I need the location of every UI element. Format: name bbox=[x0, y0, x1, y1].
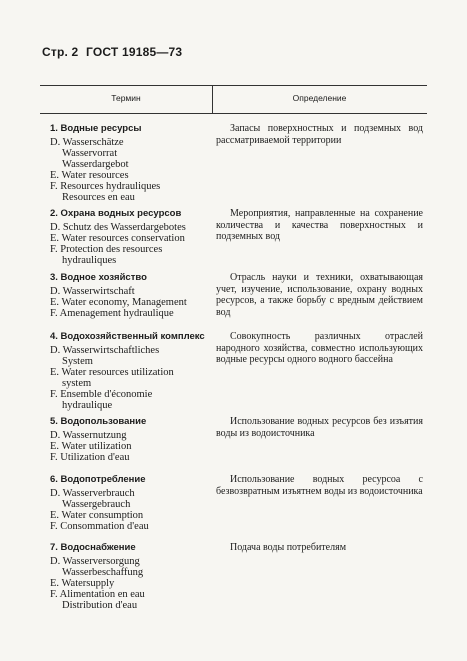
definition bbox=[216, 123, 423, 146]
page-header bbox=[42, 45, 182, 59]
term-line: hydrauliques bbox=[62, 255, 117, 266]
definition bbox=[216, 331, 423, 366]
term-title: 7. Водоснабжение bbox=[50, 542, 136, 553]
term-entry bbox=[50, 542, 210, 611]
term-line: F. Protection des resources bbox=[50, 244, 163, 255]
term-entry bbox=[50, 123, 210, 203]
term-line: D. Wasserschätze bbox=[50, 137, 124, 148]
term-line: E. Water utilization bbox=[50, 441, 132, 452]
table-top-rule bbox=[40, 85, 427, 86]
term-line: D. Wasserwirtschaftliches bbox=[50, 345, 160, 356]
definition-text: Запасы поверхностных и подземных вод рассматриваемой территории bbox=[216, 123, 423, 146]
term-title: 6. Водопотребление bbox=[50, 474, 146, 485]
term-line: E. Water consumption bbox=[50, 510, 144, 521]
column-header-term: Термин bbox=[111, 93, 141, 103]
term-line: hydraulique bbox=[62, 400, 113, 411]
definition-text: Использование водных ресурсоа с безвозвратным изъятнем воды из водоисточника bbox=[216, 474, 423, 497]
definition-text: Совокупность различных отраслей народного хозяйства, совместно использующих водные ресурсы одного водного бассейна bbox=[216, 331, 423, 366]
term-line: System bbox=[62, 356, 93, 367]
definition-text: Использование водных ресурсов без изъятия воды из водоисточника bbox=[216, 416, 423, 439]
term-line: D. Schutz des Wasserdargebotes bbox=[50, 222, 186, 233]
term-line: system bbox=[62, 378, 92, 389]
definition-text: Отрасль науки и техники, охватывающая учет, изучение, использование, охрану водных ресурсов, а также борьбу с вредным действием вод bbox=[216, 272, 423, 318]
term-line: Resources en eau bbox=[62, 192, 135, 203]
term-line: D. Wasserwirtschaft bbox=[50, 286, 135, 297]
standard-number: ГОСТ 19185—73 bbox=[85, 45, 183, 59]
definition bbox=[216, 542, 423, 554]
term-line: Distribution d'eau bbox=[62, 600, 138, 611]
term-line: F. Resources hydrauliques bbox=[50, 181, 161, 192]
term-line: E. Water resources bbox=[50, 170, 129, 181]
table-header-rule bbox=[40, 113, 427, 114]
term-line: F. Consommation d'eau bbox=[50, 521, 149, 532]
term-line: D. Wasserversorgung bbox=[50, 556, 140, 567]
term-line: Wasserbeschaffung bbox=[62, 567, 144, 578]
term-line: E. Water economy, Management bbox=[50, 297, 187, 308]
term-title: 2. Охрана водных ресурсов bbox=[50, 208, 182, 219]
term-entry bbox=[50, 474, 210, 532]
term-line: Wasservorrat bbox=[62, 148, 118, 159]
term-line: E. Water resources utilization bbox=[50, 367, 174, 378]
term-entry bbox=[50, 272, 210, 319]
term-title: 4. Водохозяйственный комплекс bbox=[50, 331, 205, 342]
column-header-definition: Определение bbox=[292, 93, 347, 103]
term-entry bbox=[50, 416, 210, 463]
definition bbox=[216, 416, 423, 439]
definition-text: Подача воды потребителям bbox=[230, 542, 347, 553]
term-line: Wasserdargebot bbox=[62, 159, 129, 170]
term-line: F. Amenagement hydraulique bbox=[50, 308, 174, 319]
page-number: Стр. 2 bbox=[42, 45, 79, 59]
definition bbox=[216, 474, 423, 497]
term-line: Wassergebrauch bbox=[62, 499, 131, 510]
term-title: 1. Водные ресурсы bbox=[50, 123, 142, 134]
term-line: F. Alimentation en eau bbox=[50, 589, 145, 600]
definition bbox=[216, 208, 423, 243]
term-line: F. Ensemble d'économie bbox=[50, 389, 153, 400]
term-line: E. Water resources conservation bbox=[50, 233, 185, 244]
term-title: 3. Водное хозяйство bbox=[50, 272, 147, 283]
term-line: D. Wassernutzung bbox=[50, 430, 127, 441]
term-title: 5. Водопользование bbox=[50, 416, 147, 427]
term-entry bbox=[50, 331, 210, 411]
term-entry bbox=[50, 208, 210, 266]
definition bbox=[216, 272, 423, 318]
term-line: D. Wasserverbrauch bbox=[50, 488, 135, 499]
term-line: E. Watersupply bbox=[50, 578, 115, 589]
definition-text: Мероприятия, направленные на сохранение количества и качества поверхностных и подземных вод bbox=[216, 208, 423, 243]
term-line: F. Utilization d'eau bbox=[50, 452, 130, 463]
